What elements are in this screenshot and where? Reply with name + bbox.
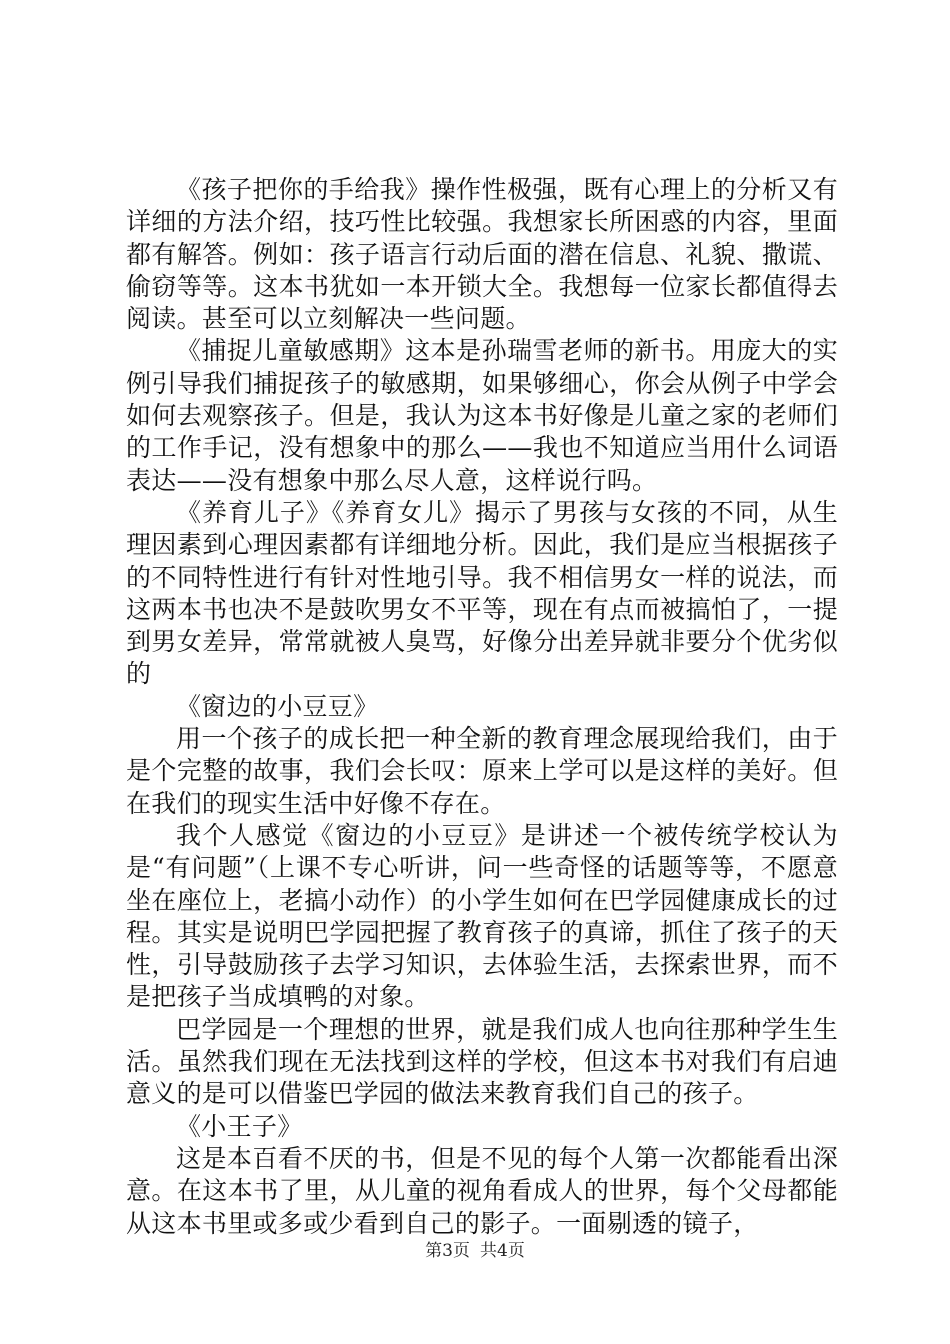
paragraph-review-give-me-your-hand: 《孩子把你的手给我》操作性极强，既有心理上的分析又有详细的方法介绍，技巧性比较强。我想家长所困惑的内容，里面都有解答。例如：孩子语言行动后面的潜在信息、礼貌、撒谎、偷窃等等。这本书犹如一本开锁大全。我想每一位家长都值得去阅读。甚至可以立刻解决一些问题。	[126, 175, 838, 334]
section-title-totto-chan: 《窗边的小豆豆》	[176, 691, 379, 721]
page-number: 第3页	[425, 1241, 470, 1261]
paragraph-totto-chan-summary: 我个人感觉《窗边的小豆豆》是讲述一个被传统学校认为是“有问题”（上课不专心听讲，问一些奇怪的话题等等，不愿意坐在座位上，老搞小动作）的小学生如何在巴学园健康成长的过程。其实是说明巴学园把握了教育孩子的真谛，抓住了孩子的天性，引导鼓励孩子去学习知识，去体验生活，去探索世界，而不是把孩子当成填鸭的对象。	[126, 820, 838, 1012]
section-title-little-prince: 《小王子》	[176, 1111, 303, 1141]
paragraph-tomoe-gakuen: 巴学园是一个理想的世界，就是我们成人也向往那种学生生活。虽然我们现在无法找到这样的学校，但这本书对我们有启迪意义的是可以借鉴巴学园的做法来教育我们自己的孩子。	[126, 1014, 838, 1109]
paragraph-little-prince: 这是本百看不厌的书，但是不见的每个人第一次都能看出深意。在这本书了里，从儿童的视角看成人的世界，每个父母都能从这本书里或多或少看到自己的影子。一面剔透的镜子，	[126, 1143, 838, 1238]
paragraph-totto-chan-intro: 用一个孩子的成长把一种全新的教育理念展现给我们，由于是个完整的故事，我们会长叹：原来上学可以是这样的美好。但在我们的现实生活中好像不存在。	[126, 724, 838, 818]
page-footer	[0, 1240, 950, 1262]
paragraph-review-raising-boys-girls: 《养育儿子》《养育女儿》揭示了男孩与女孩的不同，从生理因素到心理因素都有详细地分析。因此，我们是应当根据孩子的不同特性进行有针对性地引导。我不相信男女一样的说法，而这两本书也决不是鼓吹男女不平等，现在有点而被搞怕了，一提到男女差异，常常就被人臭骂，好像分出差异就非要分个优劣似的	[126, 497, 838, 689]
page-total: 共4页	[480, 1241, 525, 1261]
document-body	[126, 174, 838, 1240]
paragraph-review-sensitive-period: 《捕捉儿童敏感期》这本是孙瑞雪老师的新书。用庞大的实例引导我们捕捉孩子的敏感期，如果够细心，你会从例子中学会如何去观察孩子。但是，我认为这本书好像是儿童之家的老师们的工作手记，没有想象中的那么——我也不知道应当用什么词语表达——没有想象中那么尽人意，这样说行吗。	[126, 336, 838, 495]
